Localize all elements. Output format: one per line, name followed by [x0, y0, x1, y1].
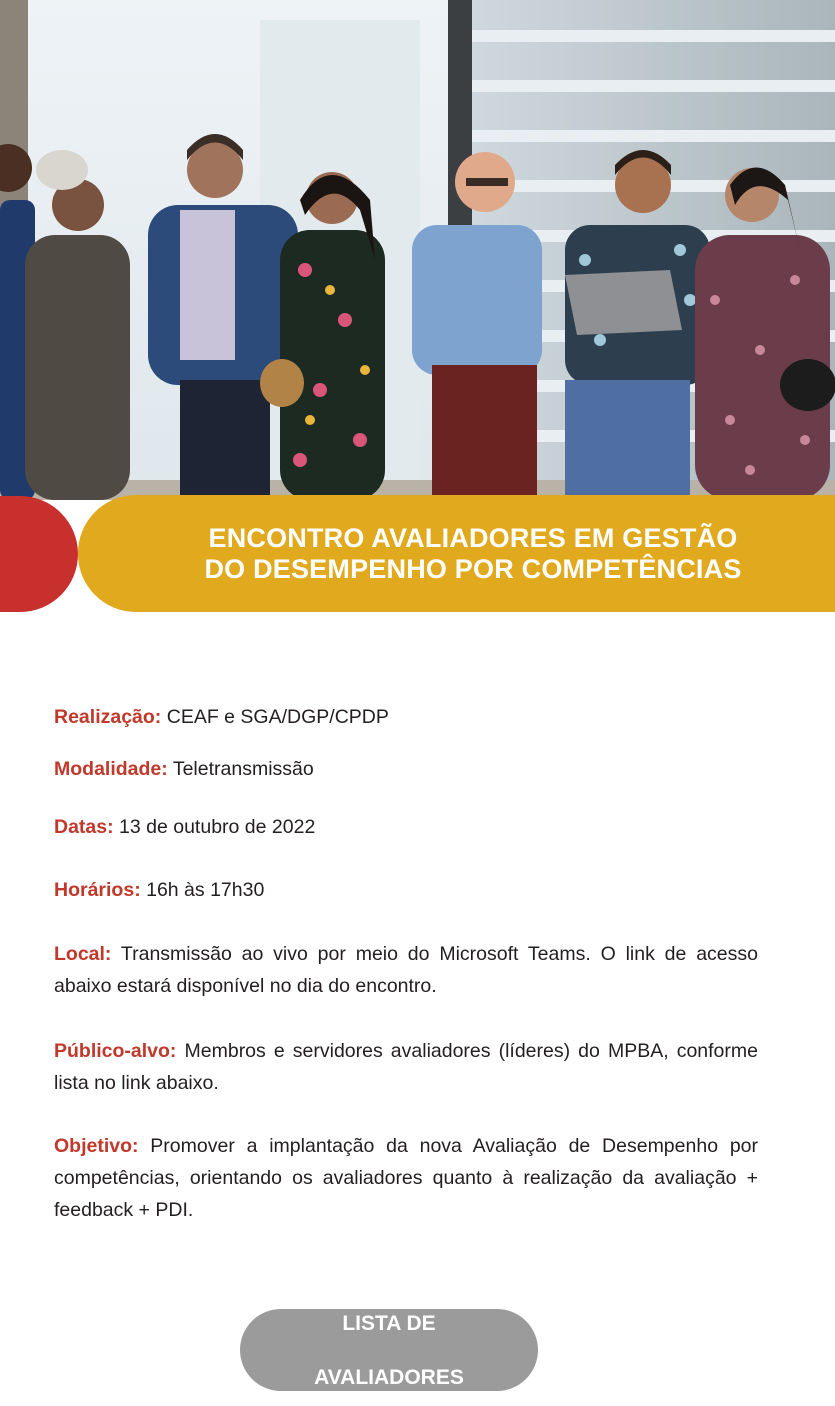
info-publico-alvo: [54, 1035, 758, 1099]
info-label: Realização:: [54, 706, 162, 728]
info-value: Teletransmissão: [167, 758, 314, 780]
info-label: Modalidade:: [54, 758, 168, 780]
info-local: [54, 938, 758, 1002]
page-title: [153, 523, 793, 585]
info-objetivo: [54, 1130, 758, 1226]
info-realizacao: [54, 701, 758, 733]
info-value: 13 de outubro de 2022: [113, 816, 316, 838]
title-banner: [78, 495, 835, 612]
info-horarios: [54, 874, 758, 906]
title-line-1: ENCONTRO AVALIADORES EM GESTÃO: [208, 522, 738, 553]
button-line-1: LISTA DE: [342, 1311, 436, 1335]
info-label: Público-alvo:: [54, 1040, 177, 1062]
info-modalidade: [54, 753, 758, 785]
info-value: Transmissão ao vivo por meio do Microsoft Teams. O link de acesso abaixo estará disponível no dia do encontro.: [54, 943, 758, 997]
info-value: 16h às 17h30: [140, 879, 265, 901]
info-label: Horários:: [54, 879, 141, 901]
info-label: Datas:: [54, 816, 114, 838]
info-label: Objetivo:: [54, 1135, 139, 1157]
lista-avaliadores-button[interactable]: [240, 1309, 538, 1391]
button-line-2: AVALIADORES: [314, 1365, 464, 1389]
hero-image: [0, 0, 835, 500]
title-line-2: DO DESEMPENHO POR COMPETÊNCIAS: [204, 553, 742, 584]
red-accent-shape: [0, 496, 78, 612]
hero-photo: [0, 0, 835, 500]
info-label: Local:: [54, 943, 112, 965]
info-value: Membros e servidores avaliadores (líderes) do MPBA, conforme lista no link abaixo.: [54, 1040, 758, 1094]
info-value: CEAF e SGA/DGP/CPDP: [161, 706, 389, 728]
info-datas: [54, 811, 758, 843]
info-value: Promover a implantação da nova Avaliação de Desempenho por competências, orientando os avaliadores quanto à realização da avaliação + feedback + PDI.: [54, 1135, 758, 1221]
